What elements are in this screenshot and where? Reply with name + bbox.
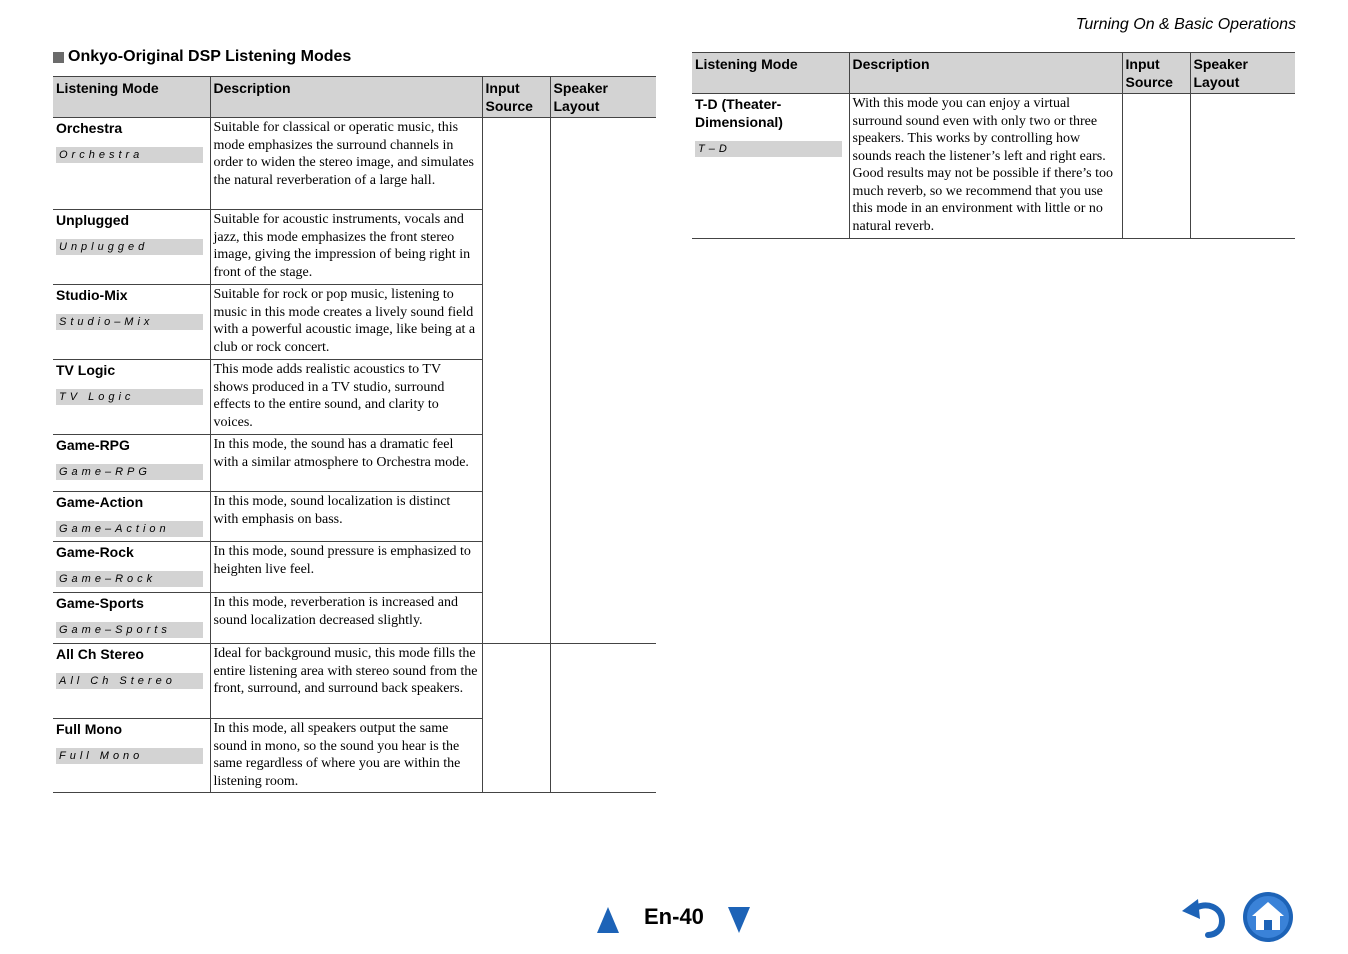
mode-name-game-action: Game-Action xyxy=(56,494,144,510)
mode-description: In this mode, sound pressure is emphasized to heighten live feel. xyxy=(210,542,482,593)
speaker-layout-cell xyxy=(550,118,656,644)
mode-display-indicator: Full Mono xyxy=(56,748,203,764)
listening-mode-cell xyxy=(53,210,210,285)
listening-mode-cell xyxy=(53,492,210,542)
mode-description: Ideal for background music, this mode fills the entire listening area with stereo sound from the front, surround, and surround back speakers. xyxy=(210,644,482,719)
mode-name-orchestra: Orchestra xyxy=(56,120,123,136)
mode-description: Suitable for classical or operatic music, this mode emphasizes the surround channels in order to widen the stereo image, and simulates the natural reverberation of a large hall. xyxy=(210,118,482,210)
table-row xyxy=(692,94,1295,239)
listening-mode-cell xyxy=(53,285,210,360)
section-heading-text: Onkyo-Original DSP Listening Modes xyxy=(68,48,352,65)
speaker-layout-cell xyxy=(550,644,656,793)
back-arrow-icon[interactable] xyxy=(1180,895,1228,939)
listening-mode-cell xyxy=(53,435,210,492)
mode-display-indicator: Orchestra xyxy=(56,147,203,163)
mode-description: Suitable for rock or pop music, listening to music in this mode creates a lively sound field with a powerful acoustic image, like being at a club or rock concert. xyxy=(210,285,482,360)
listening-mode-cell xyxy=(53,719,210,793)
mode-display-indicator: T–D xyxy=(695,141,842,157)
table-header-row xyxy=(53,77,656,118)
mode-name-full-mono: Full Mono xyxy=(56,721,123,737)
column-header-description: Description xyxy=(849,53,1122,94)
section-heading xyxy=(53,48,351,66)
listening-mode-cell xyxy=(53,542,210,593)
table-row xyxy=(53,118,656,210)
column-header-input-source: Input Source xyxy=(482,77,550,118)
mode-display-indicator: Game–Sports xyxy=(56,622,203,638)
page-number: En-40 xyxy=(644,904,704,929)
mode-display-indicator: Game–Action xyxy=(56,521,203,537)
mode-description: In this mode, sound localization is distinct with emphasis on bass. xyxy=(210,492,482,542)
speaker-layout-cell xyxy=(1190,94,1295,239)
listening-mode-cell xyxy=(53,360,210,435)
column-header-speaker-layout: Speaker Layout xyxy=(550,77,656,118)
page-navigation xyxy=(0,900,1348,940)
listening-modes-table-left xyxy=(53,76,656,793)
mode-name-game-rpg: Game-RPG xyxy=(56,437,130,453)
column-header-description: Description xyxy=(210,77,482,118)
mode-display-indicator: Game–Rock xyxy=(56,571,203,587)
listening-modes-table-right xyxy=(692,52,1295,239)
mode-display-indicator: Game–RPG xyxy=(56,464,203,480)
mode-description: This mode adds realistic acoustics to TV shows produced in a TV studio, surround effects to the entire sound, and clarity to voices. xyxy=(210,360,482,435)
mode-name-studio-mix: Studio-Mix xyxy=(56,287,128,303)
column-header-listening-mode: Listening Mode xyxy=(53,77,210,118)
column-header-speaker-layout: Speaker Layout xyxy=(1190,53,1295,94)
table-row xyxy=(53,644,656,719)
listening-mode-cell xyxy=(53,644,210,719)
mode-display-indicator: All Ch Stereo xyxy=(56,673,203,689)
mode-name-unplugged: Unplugged xyxy=(56,212,130,228)
mode-name-game-rock: Game-Rock xyxy=(56,544,134,560)
mode-name-t-d-theater-dimensional: T-D (Theater-Dimensional) xyxy=(695,96,783,130)
mode-display-indicator: TV Logic xyxy=(56,389,203,405)
page-header-title: Turning On & Basic Operations xyxy=(1075,16,1296,33)
mode-description: With this mode you can enjoy a virtual surround sound even with only two or three speakers. This works by controlling how sounds reach the listener’s left and right ears. Good results may not be possible if there’s too much reverb, so we recommend that you use this mode in an environment with little or no natural reverb. xyxy=(849,94,1122,239)
mode-name-all-ch-stereo: All Ch Stereo xyxy=(56,646,144,662)
mode-description: In this mode, the sound has a dramatic feel with a similar atmosphere to Orchestra mode. xyxy=(210,435,482,492)
mode-display-indicator: Studio–Mix xyxy=(56,314,203,330)
previous-page-arrow-icon[interactable] xyxy=(597,907,619,933)
square-bullet-icon xyxy=(53,52,64,63)
mode-description: In this mode, all speakers output the same sound in mono, so the sound you hear is the same regardless of where you are within the listening room. xyxy=(210,719,482,793)
input-source-cell xyxy=(482,118,550,644)
listening-mode-cell xyxy=(53,118,210,210)
mode-description: Suitable for acoustic instruments, vocals and jazz, this mode emphasizes the front stereo image, giving the impression of being right in front of the stage. xyxy=(210,210,482,285)
listening-mode-cell xyxy=(53,593,210,644)
home-icon[interactable] xyxy=(1242,891,1294,943)
column-header-listening-mode: Listening Mode xyxy=(692,53,849,94)
column-header-input-source: Input Source xyxy=(1122,53,1190,94)
input-source-cell xyxy=(1122,94,1190,239)
mode-name-game-sports: Game-Sports xyxy=(56,595,144,611)
mode-description: In this mode, reverberation is increased and sound localization decreased slightly. xyxy=(210,593,482,644)
input-source-cell xyxy=(482,644,550,793)
listening-mode-cell xyxy=(692,94,849,239)
mode-display-indicator: Unplugged xyxy=(56,239,203,255)
mode-name-tv-logic: TV Logic xyxy=(56,362,116,378)
next-page-arrow-icon[interactable] xyxy=(728,907,750,933)
table-header-row xyxy=(692,53,1295,94)
